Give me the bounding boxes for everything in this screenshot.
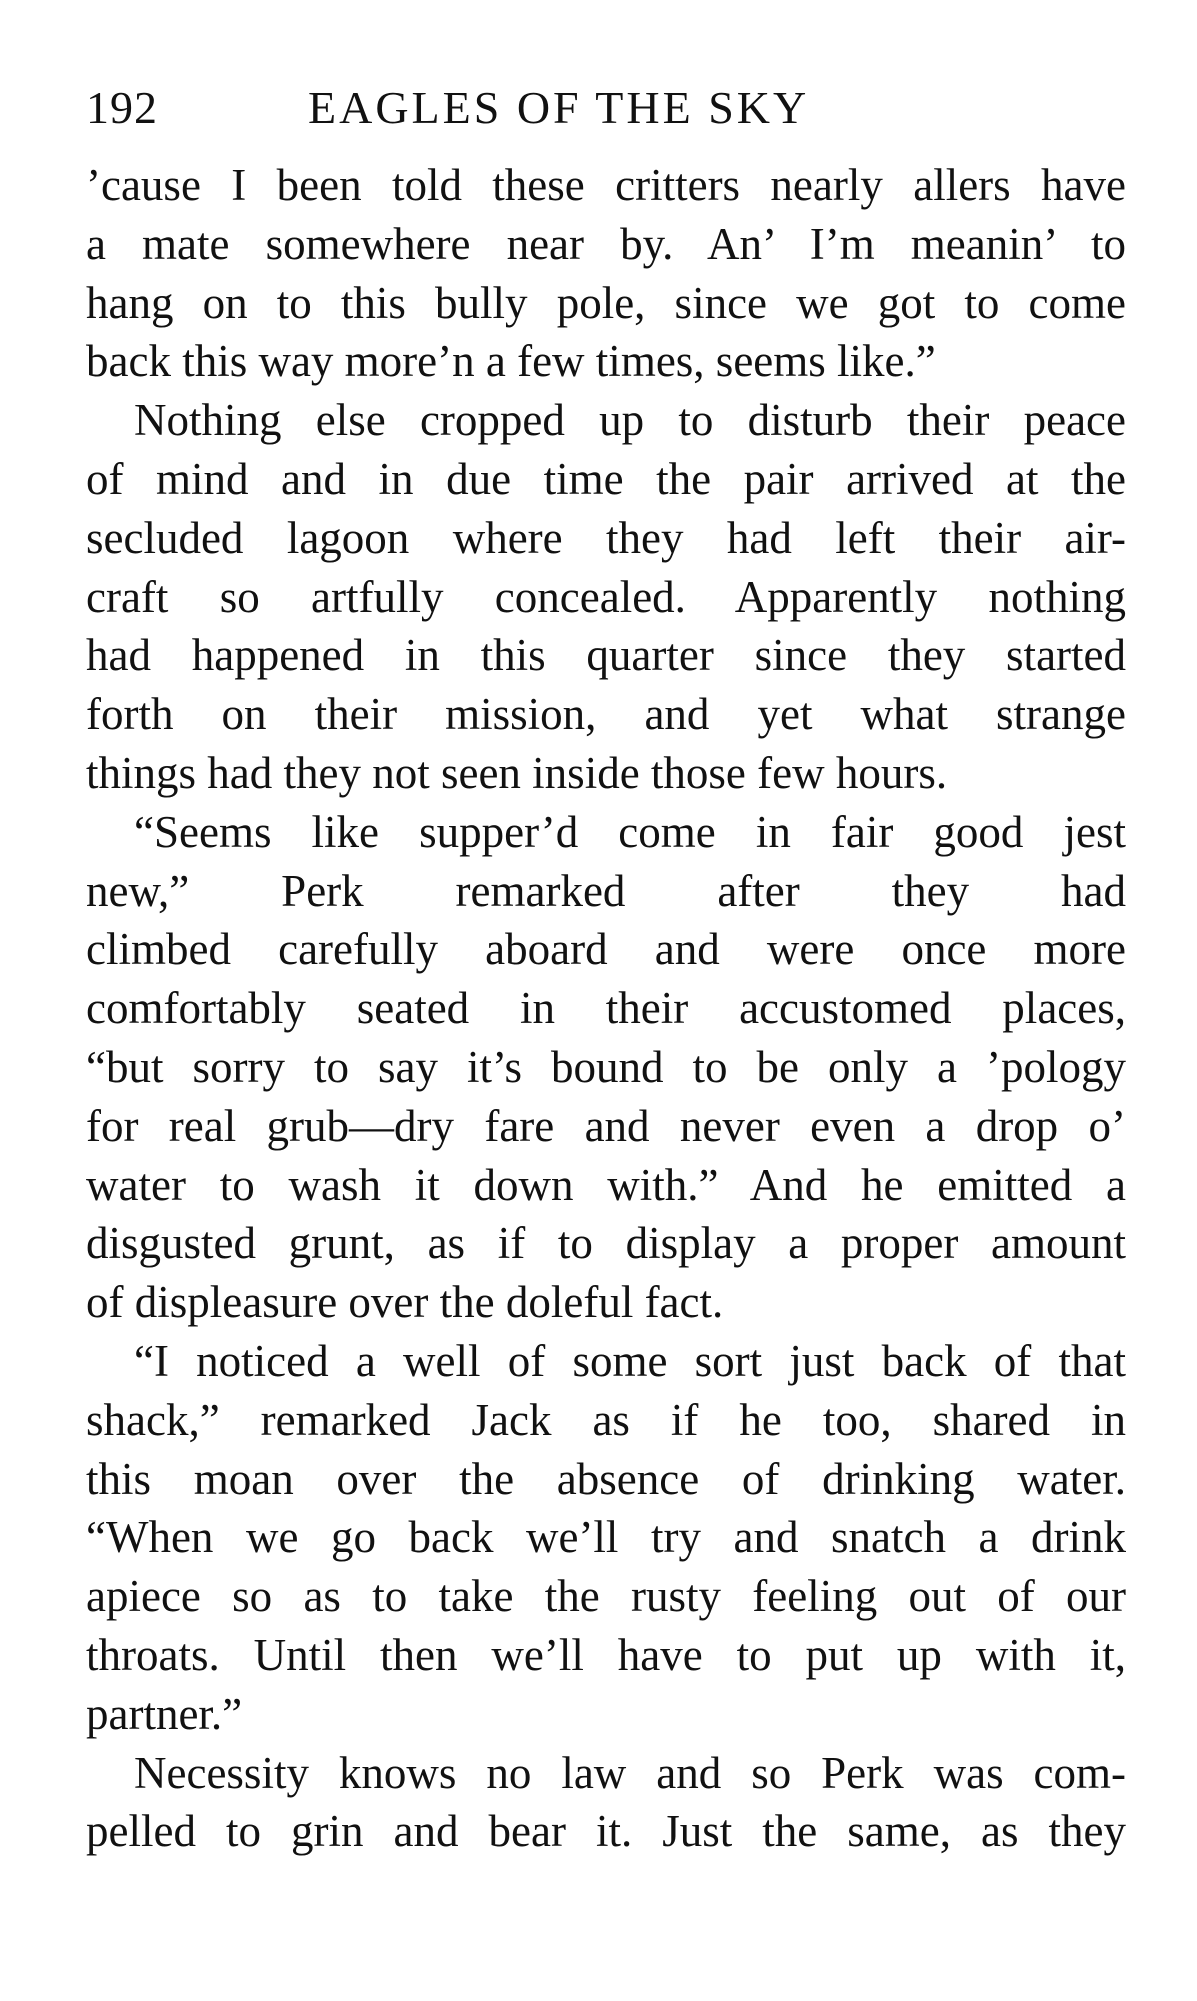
text-line: this moan over the absence of drinking water. (86, 1453, 1126, 1504)
text-line: throats. Until then we’ll have to put up with it, (86, 1629, 1126, 1680)
text-line: “Seems like supper’d come in fair good jest (134, 806, 1126, 857)
text-line: apiece so as to take the rusty feeling out of our (86, 1571, 1126, 1622)
running-head: EAGLES OF THE SKY (308, 82, 810, 133)
page-header (86, 78, 1126, 138)
body-text (86, 156, 1126, 1861)
paragraph (86, 1744, 1126, 1862)
paragraph (86, 803, 1126, 1332)
text-line: “but sorry to say it’s bound to be only a ’pology (86, 1041, 1126, 1092)
page-number: 192 (86, 82, 158, 133)
text-line: had happened in this quarter since they started (86, 630, 1126, 681)
text-line: new,” Perk remarked after they had (86, 865, 1126, 916)
text-line: “When we go back we’ll try and snatch a drink (86, 1512, 1126, 1563)
text-line: craft so artfully concealed. Apparently nothing (86, 571, 1126, 622)
text-line: disgusted grunt, as if to display a proper amount (86, 1218, 1126, 1269)
text-line: of displeasure over the doleful fact. (86, 1277, 724, 1328)
text-line: climbed carefully aboard and were once more (86, 924, 1126, 975)
text-line: for real grub—dry fare and never even a drop o’ (86, 1100, 1126, 1151)
text-line: ’cause I been told these critters nearly allers have (86, 160, 1126, 210)
text-line: of mind and in due time the pair arrived at the (86, 453, 1126, 504)
text-line: Necessity knows no law and so Perk was com- (134, 1747, 1126, 1798)
text-line: back this way more’n a few times, seems like.” (86, 336, 936, 387)
text-line: a mate somewhere near by. An’ I’m meanin’ to (86, 218, 1126, 269)
text-line: Nothing else cropped up to disturb their peace (134, 395, 1126, 446)
paragraph (86, 156, 1126, 391)
text-line: forth on their mission, and yet what strange (86, 689, 1126, 740)
text-line: partner.” (86, 1688, 243, 1739)
text-line: comfortably seated in their accustomed places, (86, 983, 1126, 1034)
text-line: pelled to grin and bear it. Just the same, as they (86, 1806, 1126, 1857)
paragraph (86, 391, 1126, 803)
text-line: “I noticed a well of some sort just back of that (134, 1335, 1126, 1386)
text-line: shack,” remarked Jack as if he too, shared in (86, 1394, 1126, 1445)
paragraph (86, 1332, 1126, 1744)
text-line: secluded lagoon where they had left their air- (86, 512, 1126, 563)
text-line: hang on to this bully pole, since we got to come (86, 277, 1126, 328)
text-line: water to wash it down with.” And he emitted a (86, 1159, 1126, 1210)
text-line: things had they not seen inside those few hours. (86, 747, 948, 798)
